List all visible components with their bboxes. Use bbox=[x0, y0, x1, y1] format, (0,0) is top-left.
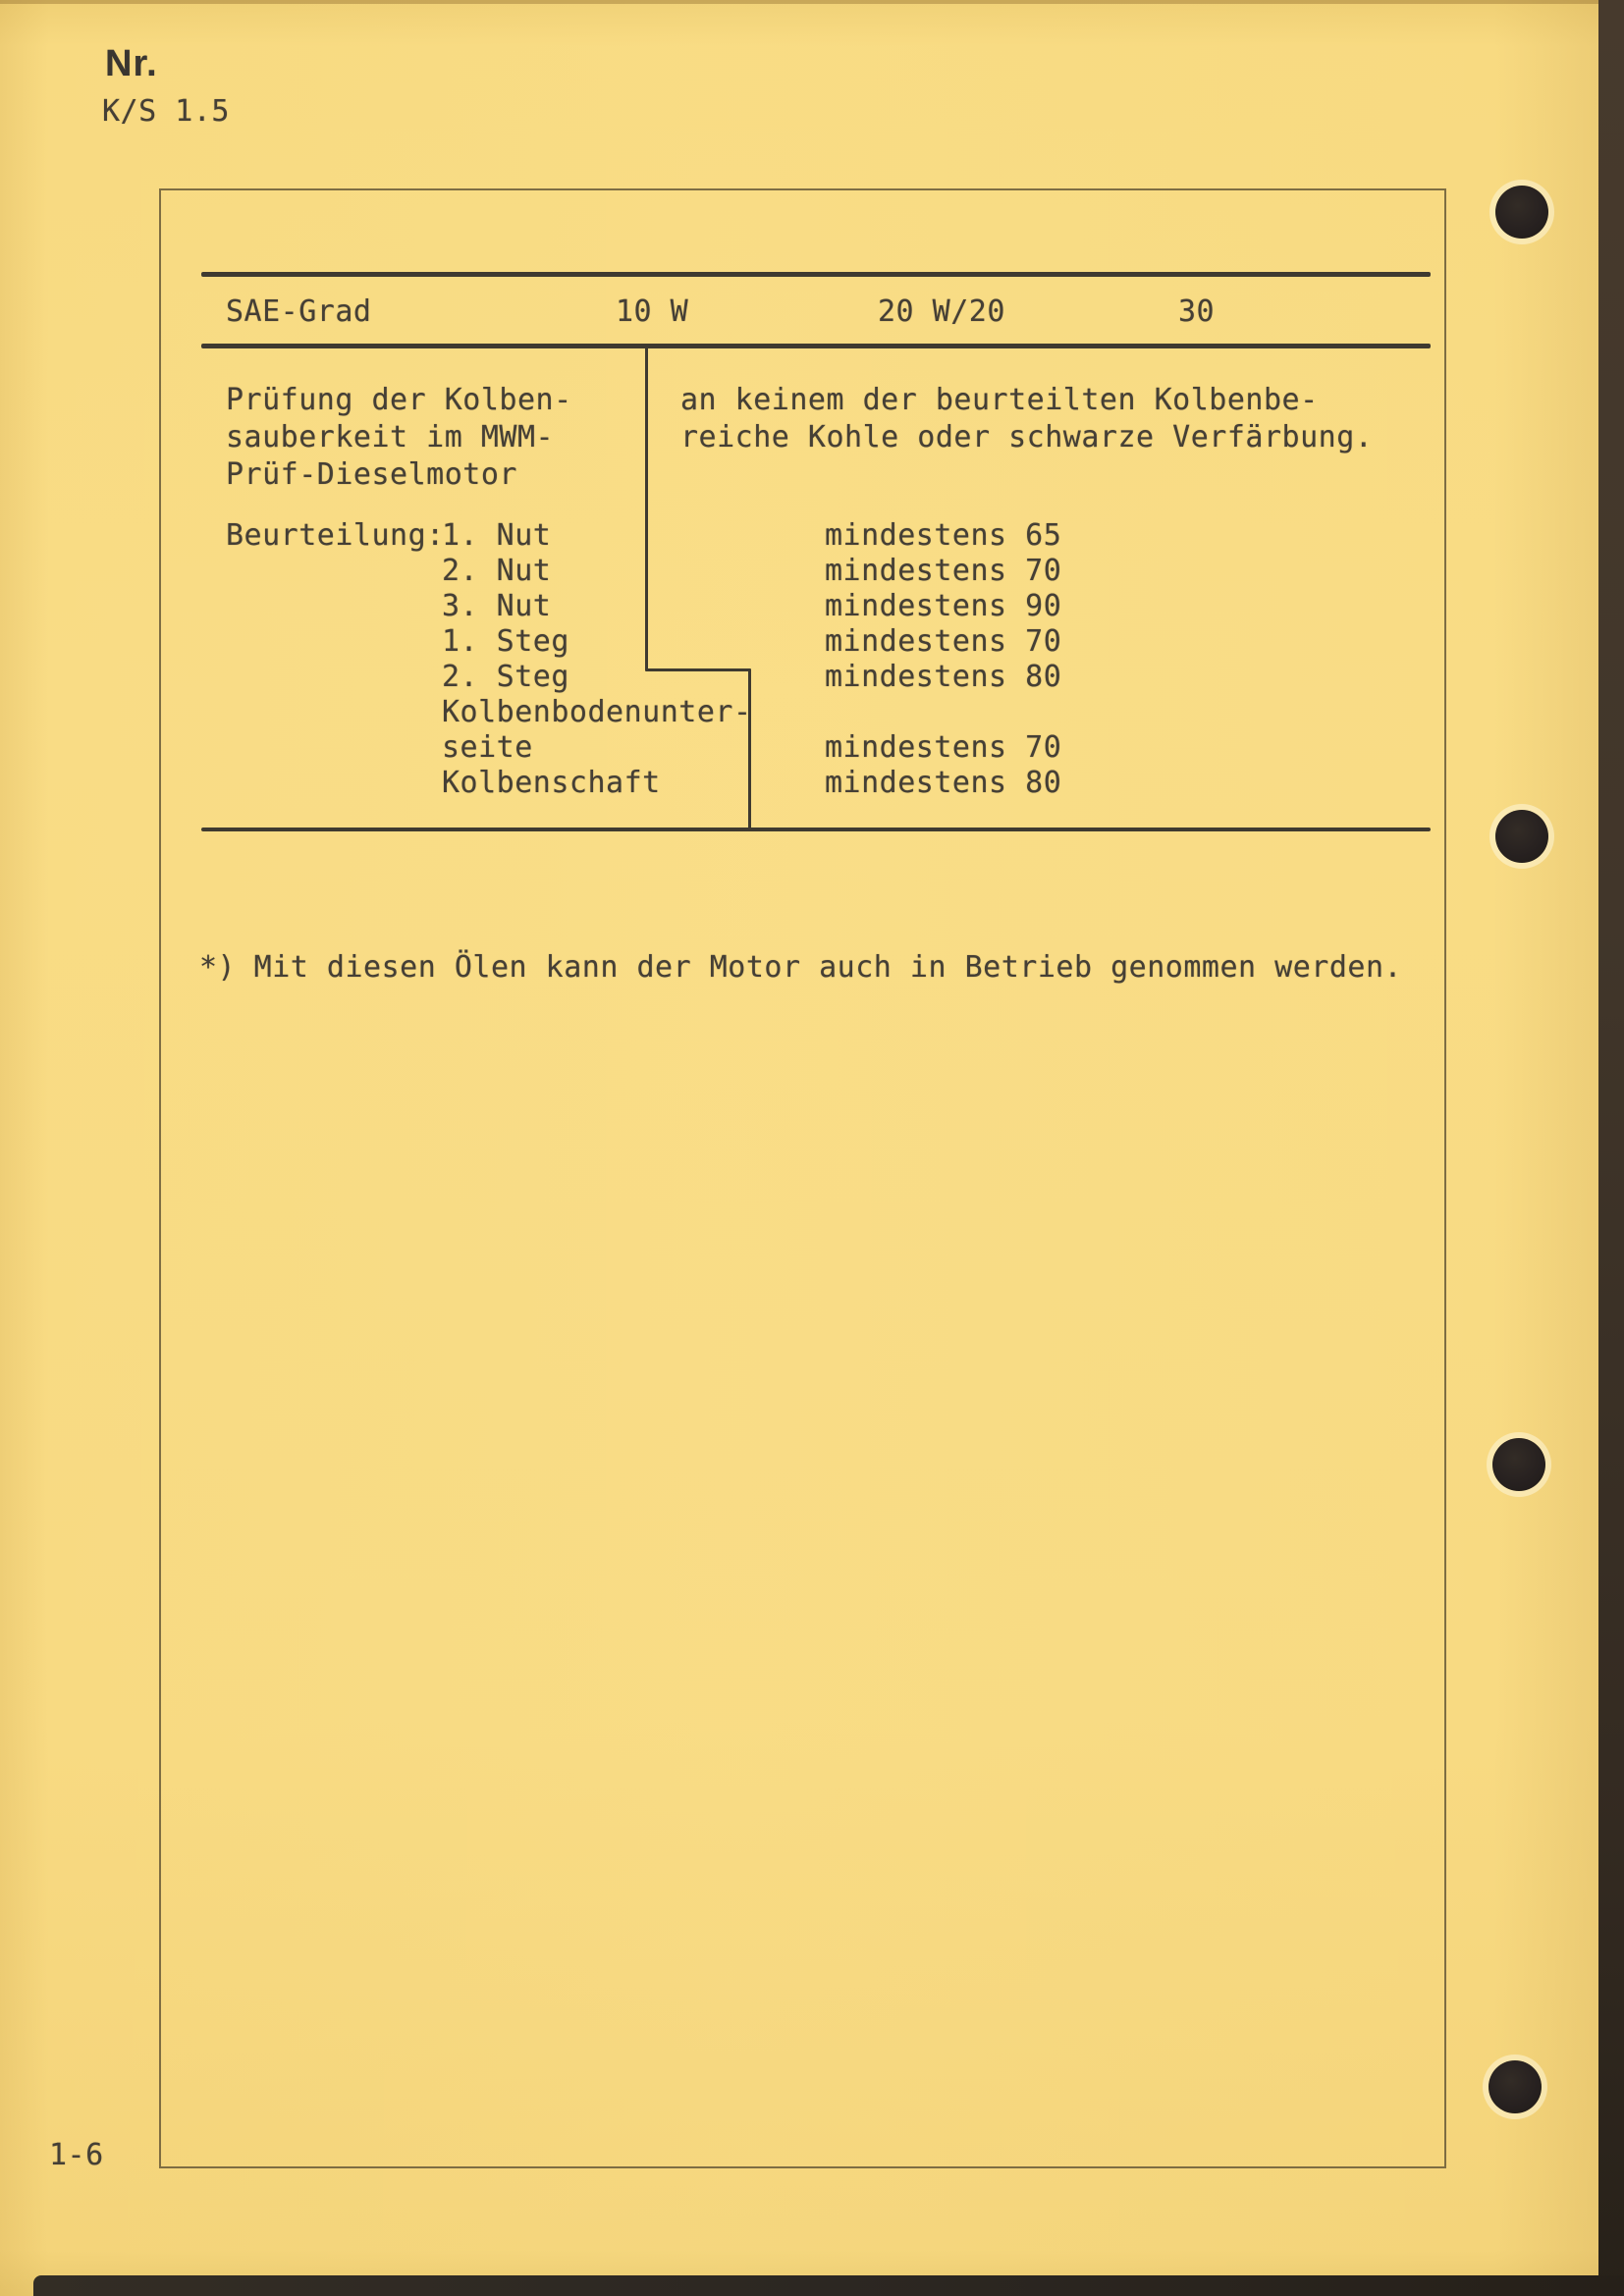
rating-item-8: Kolbenschaft bbox=[442, 766, 661, 800]
test-name-line-1: Prüfung der Kolben- bbox=[226, 383, 572, 417]
rating-label: Beurteilung: bbox=[226, 518, 445, 553]
table-header-rule bbox=[201, 344, 1431, 348]
scan-edge-top bbox=[0, 0, 1624, 4]
rating-value-3: mindestens 90 bbox=[825, 589, 1062, 623]
column-divider-lower bbox=[748, 668, 751, 829]
header-grade-10w: 10 W bbox=[616, 294, 689, 329]
rating-item-4: 1. Steg bbox=[442, 624, 569, 659]
rating-item-5: 2. Steg bbox=[442, 660, 569, 694]
result-line-2: reiche Kohle oder schwarze Verfärbung. bbox=[680, 420, 1374, 454]
scan-edge-bottom bbox=[33, 2275, 1624, 2296]
rating-item-3: 3. Nut bbox=[442, 589, 552, 623]
hole-punch-4 bbox=[1489, 2060, 1542, 2113]
nr-label: Nr. bbox=[105, 43, 158, 84]
rating-value-4: mindestens 70 bbox=[825, 624, 1062, 659]
header-grade-20w20: 20 W/20 bbox=[878, 294, 1005, 329]
rating-item-6: Kolbenbodenunter- bbox=[442, 695, 752, 729]
hole-punch-1 bbox=[1495, 186, 1548, 239]
header-grade-30: 30 bbox=[1178, 294, 1216, 329]
header-row-label: SAE-Grad bbox=[226, 294, 372, 329]
rating-value-2: mindestens 70 bbox=[825, 554, 1062, 588]
rating-value-1: mindestens 65 bbox=[825, 518, 1062, 553]
doc-code: K/S 1.5 bbox=[102, 94, 230, 129]
footnote: *) Mit diesen Ölen kann der Motor auch in Betrieb genommen werden. bbox=[199, 950, 1403, 985]
test-name-line-2: sauberkeit im MWM- bbox=[226, 420, 555, 454]
table-bottom-rule bbox=[201, 828, 1431, 831]
rating-item-1: 1. Nut bbox=[442, 518, 552, 553]
rating-value-7: mindestens 70 bbox=[825, 730, 1062, 765]
hole-punch-3 bbox=[1492, 1438, 1545, 1491]
rating-item-7: seite bbox=[442, 730, 533, 765]
rating-value-5: mindestens 80 bbox=[825, 660, 1062, 694]
test-name-line-3: Prüf-Dieselmotor bbox=[226, 457, 517, 492]
scan-edge-right bbox=[1598, 0, 1624, 2296]
table-top-rule bbox=[201, 272, 1431, 277]
column-divider-step bbox=[645, 668, 751, 671]
rating-item-2: 2. Nut bbox=[442, 554, 552, 588]
column-divider-upper bbox=[645, 346, 648, 671]
hole-punch-2 bbox=[1495, 810, 1548, 863]
result-line-1: an keinem der beurteilten Kolbenbe- bbox=[680, 383, 1319, 417]
page-number: 1-6 bbox=[49, 2138, 104, 2172]
rating-value-8: mindestens 80 bbox=[825, 766, 1062, 800]
